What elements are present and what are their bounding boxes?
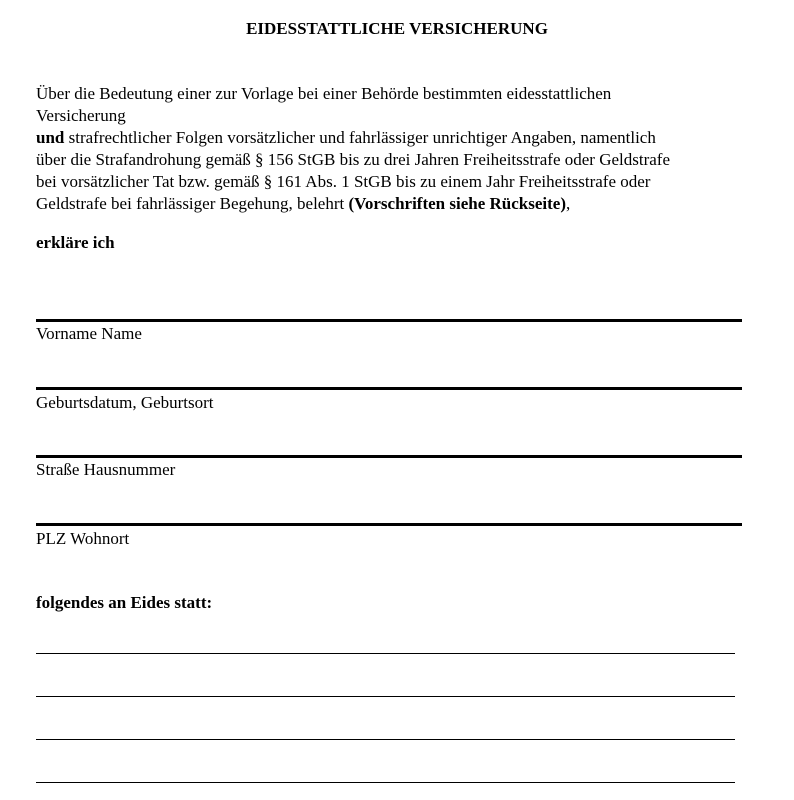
statement-write-line[interactable]: [36, 696, 735, 697]
declaration-text: erkläre ich: [36, 233, 115, 252]
intro-line-1: Über die Bedeutung einer zur Vorlage bei einer Behörde bestimmten eidesstattlichen: [36, 84, 612, 103]
document-title: EIDESSTATTLICHE VERSICHERUNG: [246, 19, 548, 38]
birth-field-label: Geburtsdatum, Geburtsort: [36, 393, 214, 412]
birth-field-line[interactable]: [36, 387, 742, 390]
intro-line-3-rest: strafrechtlicher Folgen vorsätzlicher und fahrlässiger unrichtiger Angaben, namentlich: [64, 128, 656, 147]
intro-line-3-bold: und: [36, 128, 65, 147]
rueckseite-reference: (Vorschriften siehe Rückseite): [348, 194, 566, 213]
statement-write-line[interactable]: [36, 739, 735, 740]
intro-line-2: Versicherung: [36, 106, 126, 125]
statement-write-line[interactable]: [36, 653, 735, 654]
city-field-label: PLZ Wohnort: [36, 529, 130, 548]
street-field-line[interactable]: [36, 455, 742, 458]
intro-line-3: [36, 127, 746, 149]
intro-line-6-end: ,: [566, 194, 571, 213]
statement-heading: folgendes an Eides statt:: [36, 593, 213, 612]
name-field-line[interactable]: [36, 319, 742, 322]
name-field-label: Vorname Name: [36, 324, 142, 343]
intro-paragraph: [36, 83, 746, 215]
intro-line-6: [36, 193, 746, 215]
city-field-line[interactable]: [36, 523, 742, 526]
intro-line-5: bei vorsätzlicher Tat bzw. gemäß § 161 Abs. 1 StGB bis zu einem Jahr Freiheitsstrafe oder: [36, 172, 651, 191]
intro-line-4: über die Strafandrohung gemäß § 156 StGB bis zu drei Jahren Freiheitsstrafe oder Geldstrafe: [36, 150, 671, 169]
statement-write-line[interactable]: [36, 782, 735, 783]
intro-line-6-start: Geldstrafe bei fahrlässiger Begehung, belehrt: [36, 194, 349, 213]
street-field-label: Straße Hausnummer: [36, 460, 176, 479]
